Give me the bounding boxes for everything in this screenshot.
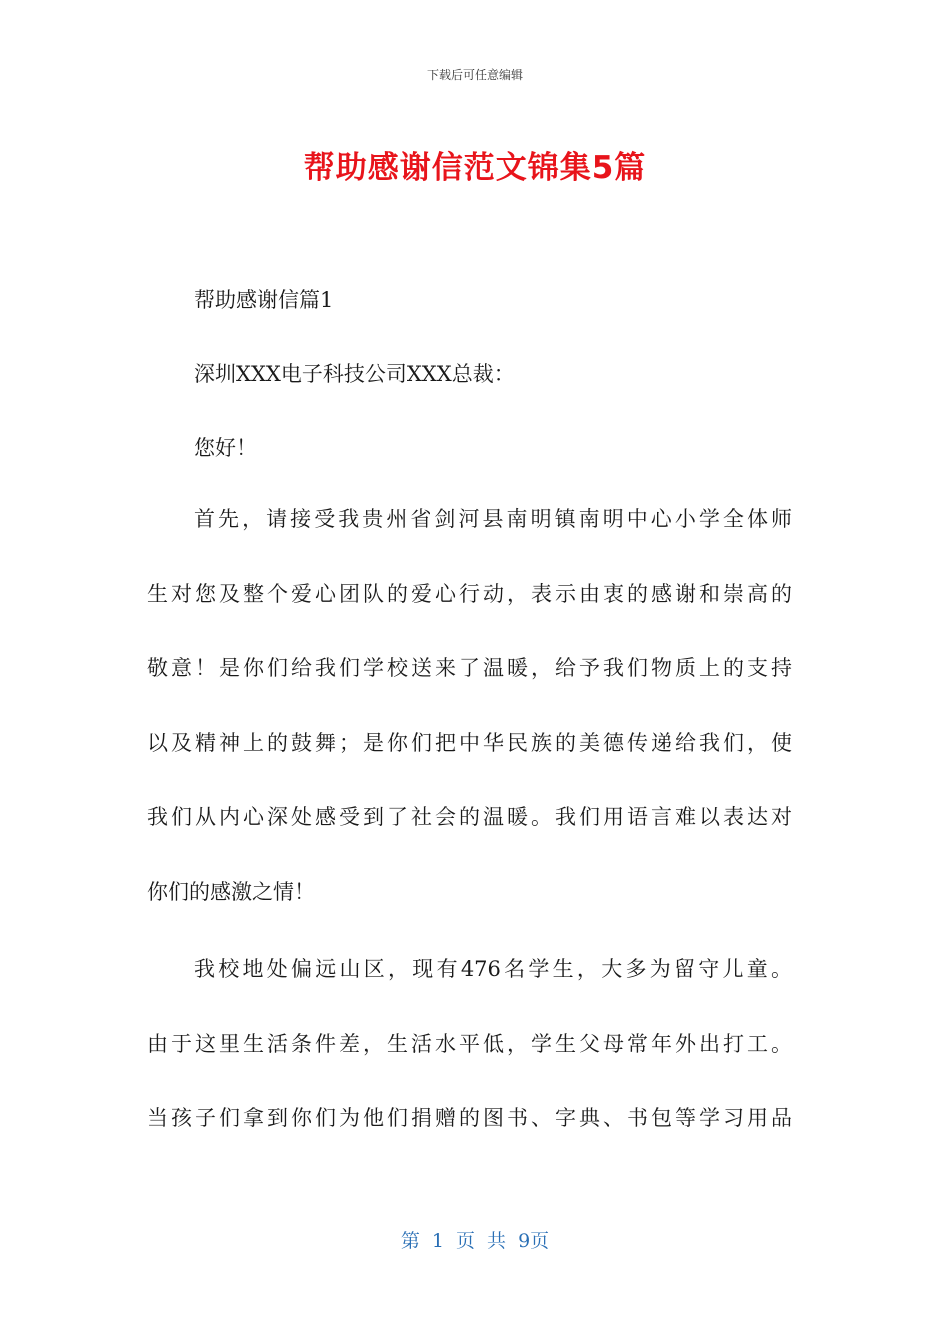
- salutation: 深圳XXX电子科技公司XXX总裁：: [194, 362, 515, 386]
- section-heading: 帮助感谢信篇1: [194, 288, 334, 312]
- header-note: 下载后可任意编辑: [426, 68, 523, 82]
- paragraph-line: 敬意！是你们给我们学校送来了温暖，给予我们物质上的支持: [147, 656, 792, 680]
- paragraph-2: [147, 932, 792, 1156]
- paragraph-line: 我校地处偏远山区，现有476名学生，大多为留守儿童。: [194, 957, 792, 981]
- paragraph-line: 我们从内心深处感受到了社会的温暖。我们用语言难以表达对: [147, 805, 792, 829]
- paragraph-1: [147, 482, 792, 929]
- page-footer: 第 1 页 共 9页: [400, 1230, 550, 1252]
- paragraph-line: 首先，请接受我贵州省剑河县南明镇南明中心小学全体师: [194, 507, 792, 531]
- paragraph-line: 由于这里生活条件差，生活水平低，学生父母常年外出打工。: [147, 1031, 792, 1056]
- paragraph-line: 你们的感激之情！: [147, 879, 315, 904]
- greeting: 您好！: [194, 436, 257, 460]
- document-title: 帮助感谢信范文锦集5篇: [303, 150, 647, 186]
- paragraph-line: 生对您及整个爱心团队的爱心行动，表示由衷的感谢和崇高的: [147, 581, 792, 606]
- paragraph-line: 以及精神上的鼓舞；是你们把中华民族的美德传递给我们，使: [147, 730, 792, 755]
- paragraph-line: 当孩子们拿到你们为他们捐赠的图书、字典、书包等学习用品: [147, 1106, 792, 1130]
